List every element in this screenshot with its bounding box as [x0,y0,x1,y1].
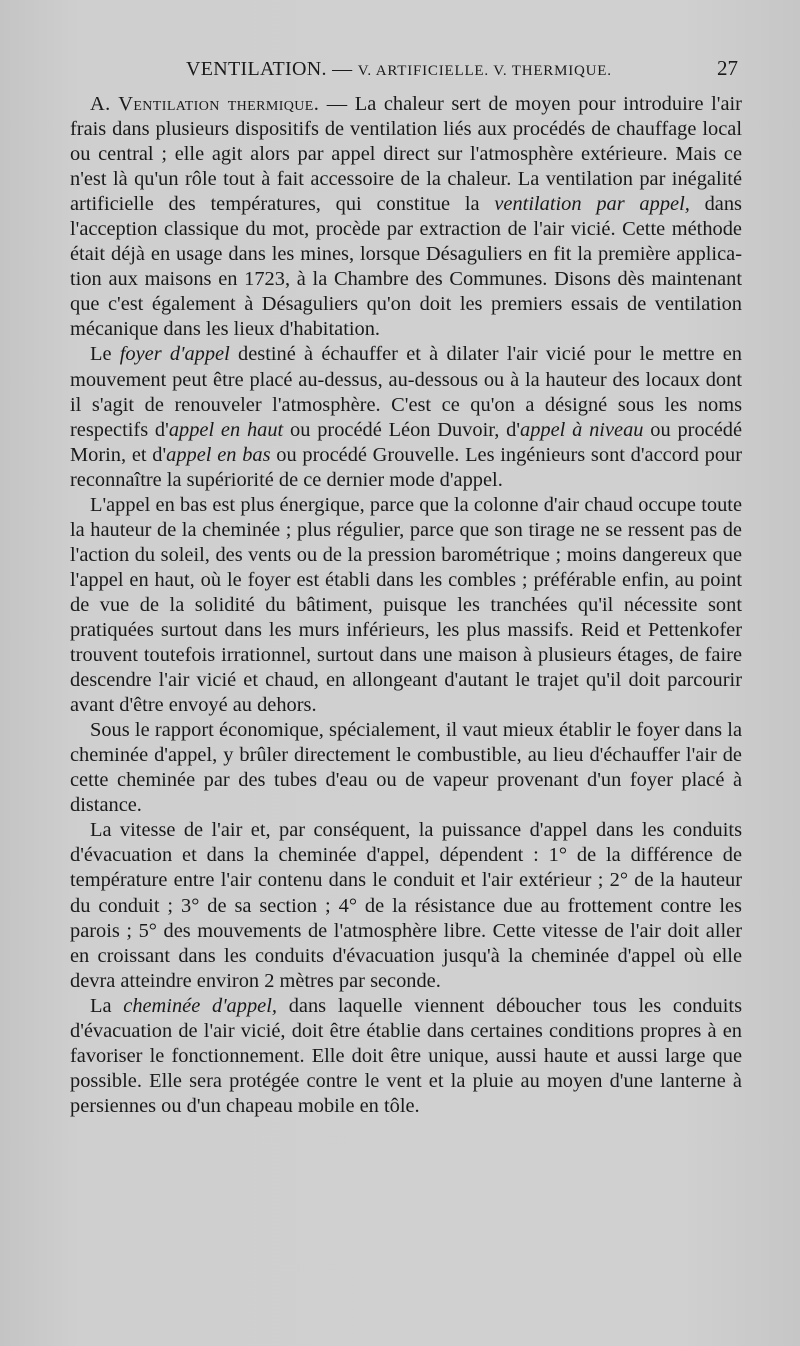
text-run: La [90,994,124,1017]
section-title: A. Ventilation thermique. [90,93,320,115]
paragraph [70,718,742,818]
text-run: — La chaleur sert de moyen pour introduire l'air frais dans plusieurs dispositifs de ventilation liés aux procédés de chauffage local ou central ; elle agit alors par appel direct sur l'atmosphère extérieure. Mais ce n'est là qu'un rôle tout à fait accessoire de la chaleur. La ventilation par inégalité artificielle des températures, qui constitue la [70,93,742,216]
text-run: La vitesse de l'air et, par conséquent, la puissance d'appel dans les conduits d'évacuation et dans la cheminée d'appel, dépendent : 1° de la différence de température entre l'air contenu dans le conduit et l'air extérieur ; 2° de la hauteur du conduit ; 3° de sa section ; 4° de la résistance due au frottement contre les parois ; 5° des mouvements de l'atmosphère libre. Cette vitesse de l'air doit aller en croissant dans les conduits d'évacuation jusqu'à la cheminée d'appel où elle devra atteindre environ 2 mètres par seconde. [70,819,742,992]
paragraph [70,994,742,1119]
paragraph [70,493,742,718]
text-run: destiné à échauffer et à dilater l'air vicié pour le mettre en mouvement peut être placé au-dessus, au-dessous ou à la hauteur des locaux dont il s'agit de renouveler l'atmosphère. C'est ce qu'on a désigné sous les noms respectifs d' [70,343,742,441]
text-run: ou procédé Morin, et d' [70,418,742,466]
italic-term: ventilation par appel, [494,193,690,216]
text-run: L'appel en bas est plus énergique, parce que la colonne d'air chaud occupe toute la hauteur de la cheminée ; plus régulier, parce que son tirage ne se ressent pas de l'action du soleil, des vents ou de la pression barométrique ; moins dangereux que l'appel en haut, où le foyer est établi dans les combles ; préférable enfin, au point de vue de la solidité du bâtiment, puisque les tranchées qu'il nécessite sont pratiquées surtout dans les murs inférieurs, les plus massifs. Reid et Pettenkofer trouvent toutefois irrationnel, surtout dans une maison à plusieurs étages, de faire descendre l'air vicié et chaud, en allongeant d'autant le trajet qu'il doit parcourir avant d'être envoyé au dehors. [70,493,742,717]
running-head-main: VENTILATION. [186,58,327,80]
text-run: dans laquelle viennent déboucher tous les conduits d'évacuation de l'air vicié, doit être établie dans certaines conditions propres à en favoriser le fonctionnement. Elle doit être unique, aussi haute et aussi large que possible. Elle sera protégée contre le vent et la pluie au moyen d'une lanterne à persiennes ou d'un chapeau mobile en tôle. [70,994,743,1117]
page-number: 27 [717,56,738,80]
italic-term: appel en bas [166,443,271,466]
running-head-subtitle: V. ARTIFICIELLE. V. THERMIQUE. [357,63,612,79]
running-head [186,58,612,81]
text-run: Le [90,343,120,366]
text-run: Sous le rapport économique, spécialement, il vaut mieux établir le foyer dans la cheminée d'appel, y brûler directement le combustible, au lieu d'échauffer l'air de cette cheminée par des tubes d'eau ou de vapeur provenant d'un foyer placé à distance. [70,719,742,817]
body-text [70,92,742,1119]
text-run: dans l'acception classique du mot, procède par extraction de l'air vicié. Cette méthode était déjà en usage dans les mines, lorsque Désaguliers en fit la première application aux maisons en 1723, à la Chambre des Communes. Disons dès maintenant que c'est également à Désaguliers qu'on doit les premiers essais de ventilation mécanique dans les lieux d'habitation. [70,193,742,341]
paragraph [70,342,742,492]
page-header [186,56,738,86]
text-run: ou procédé Léon Duvoir, d' [283,418,520,441]
italic-term: appel en haut [168,418,284,441]
italic-term: cheminée d'appel, [123,994,277,1017]
italic-term: foyer d'appel [119,343,230,366]
italic-term: appel à niveau [520,418,644,441]
text-run: ou procédé Grouvelle. Les ingénieurs sont d'accord pour reconnaître la supériorité de ce dernier mode d'appel. [70,443,742,491]
running-head-separator: — [332,58,353,80]
paragraph [70,818,742,993]
paragraph [70,92,742,342]
